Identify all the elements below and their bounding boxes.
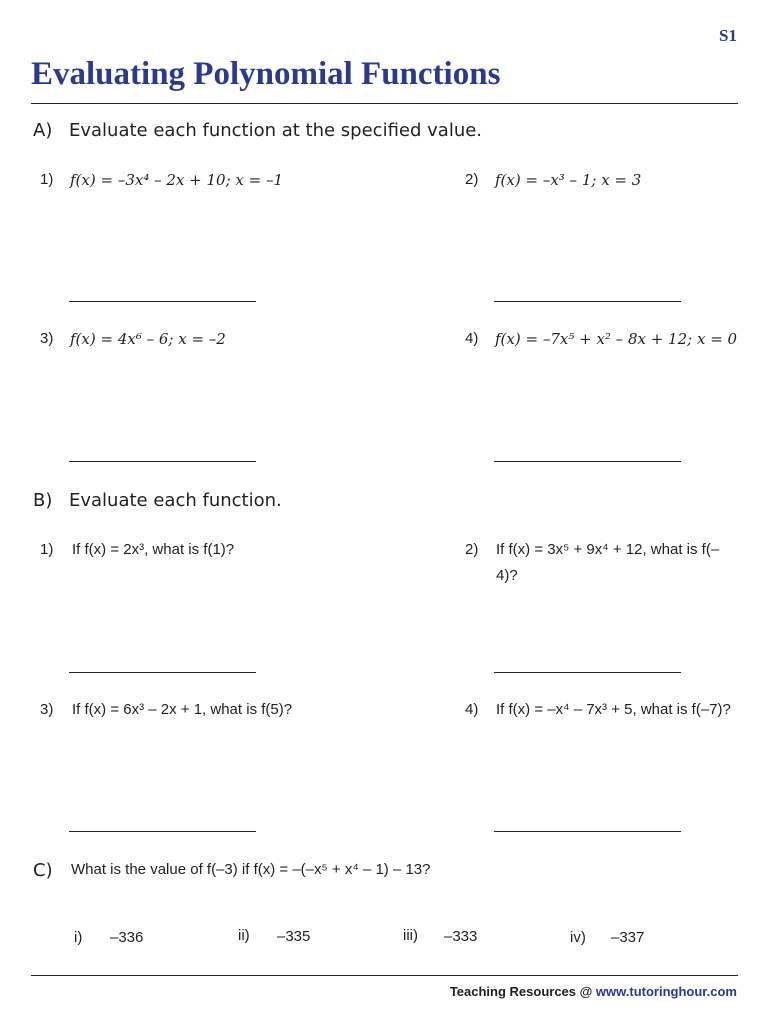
option-i-value[interactable]: –336 (110, 929, 144, 946)
section-b-letter: B) (33, 490, 53, 511)
question-b3-text: If f(x) = 6x³ – 2x + 1, what is f(5)? (72, 701, 293, 718)
option-ii-label: ii) (238, 927, 250, 944)
question-a3-number: 3) (40, 330, 54, 347)
footer-url-link[interactable]: www.tutoringhour.com (595, 984, 737, 999)
option-i-label: i) (74, 929, 83, 946)
option-iv-value[interactable]: –337 (611, 929, 645, 946)
question-a1-number: 1) (40, 171, 54, 188)
answer-line-b1[interactable] (69, 672, 256, 673)
question-a3-text: f(x) = 4x⁶ – 6; x = –2 (70, 330, 226, 348)
answer-line-b4[interactable] (494, 831, 681, 832)
question-a4-text: f(x) = –7x⁵ + x² – 8x + 12; x = 0 (495, 330, 738, 348)
question-b1-text: If f(x) = 2x³, what is f(1)? (72, 541, 235, 558)
section-b-instruction: Evaluate each function. (69, 490, 282, 511)
question-b4-text: If f(x) = –x⁴ – 7x³ + 5, what is f(–7)? (496, 701, 731, 718)
question-a2-text: f(x) = –x³ – 1; x = 3 (495, 171, 642, 189)
question-b4-number: 4) (465, 701, 479, 718)
worksheet-title: Evaluating Polynomial Functions (31, 56, 501, 92)
footer-divider (31, 975, 738, 976)
answer-line-a3[interactable] (69, 461, 256, 462)
option-ii-value[interactable]: –335 (277, 928, 311, 945)
option-iii-label: iii) (403, 927, 418, 944)
question-a2-number: 2) (465, 171, 479, 188)
sheet-code: S1 (719, 26, 737, 45)
answer-line-a1[interactable] (69, 301, 256, 302)
question-b2-text: If f(x) = 3x⁵ + 9x⁴ + 12, what is f(–4)? (496, 541, 720, 584)
section-c-letter: C) (33, 860, 53, 881)
question-a1-text: f(x) = –3x⁴ – 2x + 10; x = –1 (70, 171, 283, 189)
section-a-instruction: Evaluate each function at the specified value. (69, 120, 483, 141)
question-b3-number: 3) (40, 701, 54, 718)
option-iv-label: iv) (570, 929, 586, 946)
answer-line-a4[interactable] (494, 461, 681, 462)
question-a4-number: 4) (465, 330, 479, 347)
question-b1-number: 1) (40, 541, 54, 558)
title-divider (31, 103, 738, 104)
question-b2-number: 2) (465, 541, 479, 558)
section-a-letter: A) (33, 120, 53, 141)
answer-line-b2[interactable] (494, 672, 681, 673)
section-c-question: What is the value of f(–3) if f(x) = –(–x⁵ + x⁴ – 1) – 13? (71, 861, 431, 878)
answer-line-a2[interactable] (494, 301, 681, 302)
footer-prefix: Teaching Resources @ (449, 984, 596, 999)
option-iii-value[interactable]: –333 (444, 928, 478, 945)
footer (450, 984, 737, 999)
answer-line-b3[interactable] (69, 831, 256, 832)
